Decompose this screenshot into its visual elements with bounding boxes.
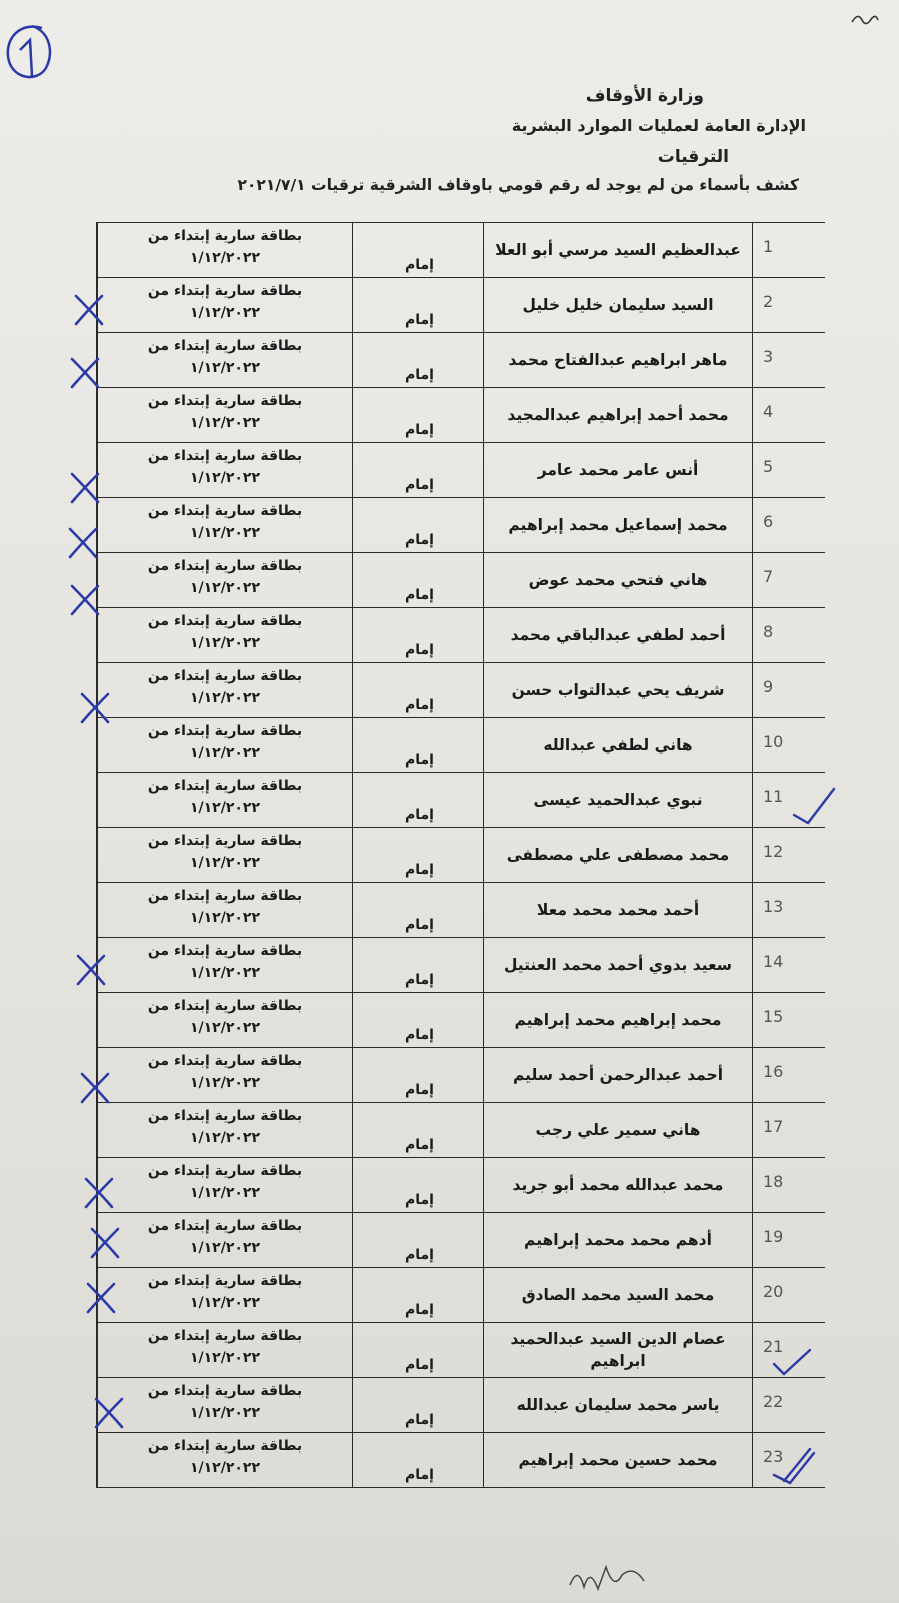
card-validity-note	[98, 883, 352, 937]
row-number: 7	[763, 567, 774, 586]
job-title: إمام	[352, 883, 483, 937]
row-number: 6	[763, 512, 774, 531]
card-validity-note	[98, 223, 352, 277]
job-title: إمام	[352, 223, 483, 277]
row-number: 10	[763, 732, 784, 751]
row-number: 14	[763, 952, 784, 971]
row-number: 5	[763, 457, 774, 476]
note-line-1: بطاقة سارية إبتداء من	[147, 1383, 303, 1399]
table-row	[98, 938, 825, 993]
card-validity-note	[98, 1213, 352, 1267]
employee-name: أحمد عبدالرحمن أحمد سليم	[483, 1048, 753, 1102]
employee-name: هاني فتحي محمد عوض	[483, 553, 753, 607]
employee-name: محمد السيد محمد الصادق	[483, 1268, 753, 1322]
section-name: الترقيات	[657, 147, 729, 167]
x-mark-icon	[72, 292, 106, 332]
table-row	[98, 498, 825, 553]
table-row	[98, 1048, 825, 1103]
job-title: إمام	[352, 663, 483, 717]
row-number: 11	[763, 787, 784, 806]
note-line-1: بطاقة سارية إبتداء من	[147, 668, 303, 684]
job-title: إمام	[352, 1158, 483, 1212]
card-validity-note	[98, 443, 352, 497]
employees-table	[96, 222, 825, 1488]
row-number: 4	[763, 402, 774, 421]
table-row	[98, 333, 825, 388]
note-date: ١/١٢/٢٠٢٢	[189, 965, 261, 981]
row-number: 21	[763, 1337, 784, 1356]
note-date: ١/١٢/٢٠٢٢	[189, 800, 261, 816]
note-line-1: بطاقة سارية إبتداء من	[147, 1438, 303, 1454]
card-validity-note	[98, 553, 352, 607]
note-line-1: بطاقة سارية إبتداء من	[147, 1163, 303, 1179]
employee-name: عصام الدين السيد عبدالحميد ابراهيم	[483, 1323, 753, 1377]
note-line-1: بطاقة سارية إبتداء من	[147, 228, 303, 244]
table-row	[98, 773, 825, 828]
row-number: 13	[763, 897, 784, 916]
job-title: إمام	[352, 443, 483, 497]
card-validity-note	[98, 663, 352, 717]
note-line-1: بطاقة سارية إبتداء من	[147, 558, 303, 574]
card-validity-note	[98, 333, 352, 387]
department-name: الإدارة العامة لعمليات الموارد البشرية	[511, 116, 806, 135]
x-mark-icon	[78, 690, 112, 730]
x-mark-icon	[88, 1225, 122, 1265]
check-mark-icon	[770, 1340, 820, 1388]
x-mark-icon	[68, 355, 102, 395]
note-line-1: بطاقة سارية إبتداء من	[147, 1218, 303, 1234]
x-mark-icon	[68, 582, 102, 622]
job-title: إمام	[352, 938, 483, 992]
table-row	[98, 828, 825, 883]
table-row	[98, 1268, 825, 1323]
note-date: ١/١٢/٢٠٢٢	[189, 580, 261, 596]
card-validity-note	[98, 938, 352, 992]
note-line-1: بطاقة سارية إبتداء من	[147, 1108, 303, 1124]
employee-name: أدهم محمد محمد إبراهيم	[483, 1213, 753, 1267]
table-row	[98, 553, 825, 608]
employee-name: عبدالعظيم السيد مرسي أبو العلا	[483, 223, 753, 277]
card-validity-note	[98, 773, 352, 827]
card-validity-note	[98, 388, 352, 442]
employee-name: شريف يحي عبدالتواب حسن	[483, 663, 753, 717]
job-title: إمام	[352, 718, 483, 772]
note-date: ١/١٢/٢٠٢٢	[189, 1020, 261, 1036]
card-validity-note	[98, 1323, 352, 1377]
job-title: إمام	[352, 388, 483, 442]
note-date: ١/١٢/٢٠٢٢	[189, 1240, 261, 1256]
note-line-1: بطاقة سارية إبتداء من	[147, 723, 303, 739]
note-line-1: بطاقة سارية إبتداء من	[147, 613, 303, 629]
employee-name: ماهر ابراهيم عبدالفتاح محمد	[483, 333, 753, 387]
employee-name: أنس عامر محمد عامر	[483, 443, 753, 497]
note-line-1: بطاقة سارية إبتداء من	[147, 393, 303, 409]
job-title: إمام	[352, 993, 483, 1047]
employee-name: محمد عبدالله محمد أبو جريد	[483, 1158, 753, 1212]
ministry-name: وزارة الأوقاف	[585, 86, 704, 106]
row-number: 2	[763, 292, 774, 311]
row-number: 9	[763, 677, 774, 696]
job-title: إمام	[352, 333, 483, 387]
card-validity-note	[98, 828, 352, 882]
job-title: إمام	[352, 828, 483, 882]
card-validity-note	[98, 278, 352, 332]
row-number: 23	[763, 1447, 784, 1466]
job-title: إمام	[352, 1048, 483, 1102]
note-line-1: بطاقة سارية إبتداء من	[147, 1053, 303, 1069]
x-mark-icon	[78, 1070, 112, 1110]
x-mark-icon	[82, 1175, 116, 1215]
row-number: 1	[763, 237, 774, 256]
check-mark-icon	[770, 1445, 820, 1493]
card-validity-note	[98, 1103, 352, 1157]
employee-name: أحمد لطفي عبدالباقي محمد	[483, 608, 753, 662]
card-validity-note	[98, 608, 352, 662]
job-title: إمام	[352, 498, 483, 552]
employee-name: محمد إبراهيم محمد إبراهيم	[483, 993, 753, 1047]
card-validity-note	[98, 718, 352, 772]
sheet-title: كشف بأسماء من لم يوجد له رقم قومي باوقاف الشرقية ترقيات ٢٠٢١/٧/١	[237, 176, 799, 194]
table-row	[98, 663, 825, 718]
card-validity-note	[98, 993, 352, 1047]
note-date: ١/١٢/٢٠٢٢	[189, 525, 261, 541]
note-date: ١/١٢/٢٠٢٢	[189, 415, 261, 431]
card-validity-note	[98, 1433, 352, 1487]
x-mark-icon	[74, 952, 108, 992]
job-title: إمام	[352, 1103, 483, 1157]
table-row	[98, 388, 825, 443]
job-title: إمام	[352, 1378, 483, 1432]
corner-scribble-icon	[850, 8, 880, 28]
card-validity-note	[98, 1378, 352, 1432]
table-row	[98, 1378, 825, 1433]
note-line-1: بطاقة سارية إبتداء من	[147, 888, 303, 904]
note-line-1: بطاقة سارية إبتداء من	[147, 943, 303, 959]
row-number: 22	[763, 1392, 784, 1411]
note-date: ١/١٢/٢٠٢٢	[189, 855, 261, 871]
note-date: ١/١٢/٢٠٢٢	[189, 1185, 261, 1201]
row-number: 18	[763, 1172, 784, 1191]
note-date: ١/١٢/٢٠٢٢	[189, 470, 261, 486]
note-line-1: بطاقة سارية إبتداء من	[147, 338, 303, 354]
employee-name: هاني سمير علي رجب	[483, 1103, 753, 1157]
row-number: 17	[763, 1117, 784, 1136]
note-line-1: بطاقة سارية إبتداء من	[147, 448, 303, 464]
row-number: 3	[763, 347, 774, 366]
row-number: 16	[763, 1062, 784, 1081]
note-line-1: بطاقة سارية إبتداء من	[147, 503, 303, 519]
employee-name: محمد إسماعيل محمد إبراهيم	[483, 498, 753, 552]
note-date: ١/١٢/٢٠٢٢	[189, 305, 261, 321]
job-title: إمام	[352, 773, 483, 827]
x-mark-icon	[84, 1280, 118, 1320]
note-date: ١/١٢/٢٠٢٢	[189, 250, 261, 266]
note-line-1: بطاقة سارية إبتداء من	[147, 283, 303, 299]
x-mark-icon	[68, 470, 102, 510]
job-title: إمام	[352, 1323, 483, 1377]
card-validity-note	[98, 498, 352, 552]
table-row	[98, 1213, 825, 1268]
page-number-circle	[2, 18, 52, 90]
note-line-1: بطاقة سارية إبتداء من	[147, 1328, 303, 1344]
employee-name: ياسر محمد سليمان عبدالله	[483, 1378, 753, 1432]
bottom-signature	[560, 1545, 700, 1599]
job-title: إمام	[352, 1268, 483, 1322]
row-number: 20	[763, 1282, 784, 1301]
note-date: ١/١٢/٢٠٢٢	[189, 690, 261, 706]
employee-name: أحمد محمد محمد معلا	[483, 883, 753, 937]
row-number: 12	[763, 842, 784, 861]
table-row	[98, 718, 825, 773]
row-number: 15	[763, 1007, 784, 1026]
employee-name: هاني لطفي عبدالله	[483, 718, 753, 772]
note-date: ١/١٢/٢٠٢٢	[189, 910, 261, 926]
job-title: إمام	[352, 1433, 483, 1487]
employee-name: نبوي عبدالحميد عيسى	[483, 773, 753, 827]
note-line-1: بطاقة سارية إبتداء من	[147, 998, 303, 1014]
note-date: ١/١٢/٢٠٢٢	[189, 745, 261, 761]
row-number: 19	[763, 1227, 784, 1246]
table-row	[98, 1158, 825, 1213]
x-mark-icon	[92, 1395, 126, 1435]
note-date: ١/١٢/٢٠٢٢	[189, 635, 261, 651]
job-title: إمام	[352, 608, 483, 662]
table-row	[98, 278, 825, 333]
employee-name: محمد حسين محمد إبراهيم	[483, 1433, 753, 1487]
table-row	[98, 1103, 825, 1158]
employee-name: السيد سليمان خليل خليل	[483, 278, 753, 332]
x-mark-icon	[66, 525, 100, 565]
row-number: 8	[763, 622, 774, 641]
check-mark-icon	[790, 785, 840, 833]
note-line-1: بطاقة سارية إبتداء من	[147, 1273, 303, 1289]
table-row	[98, 883, 825, 938]
job-title: إمام	[352, 278, 483, 332]
note-date: ١/١٢/٢٠٢٢	[189, 1075, 261, 1091]
job-title: إمام	[352, 553, 483, 607]
card-validity-note	[98, 1268, 352, 1322]
employee-name: سعيد بدوي أحمد محمد العنتيل	[483, 938, 753, 992]
card-validity-note	[98, 1158, 352, 1212]
note-line-1: بطاقة سارية إبتداء من	[147, 778, 303, 794]
card-validity-note	[98, 1048, 352, 1102]
employee-name: محمد أحمد إبراهيم عبدالمجيد	[483, 388, 753, 442]
note-date: ١/١٢/٢٠٢٢	[189, 1405, 261, 1421]
note-date: ١/١٢/٢٠٢٢	[189, 360, 261, 376]
table-row	[98, 608, 825, 663]
employee-name: محمد مصطفى علي مصطفى	[483, 828, 753, 882]
job-title: إمام	[352, 1213, 483, 1267]
table-row	[98, 993, 825, 1048]
table-row	[98, 443, 825, 498]
table-row	[98, 222, 825, 278]
note-date: ١/١٢/٢٠٢٢	[189, 1130, 261, 1146]
note-date: ١/١٢/٢٠٢٢	[189, 1460, 261, 1476]
note-date: ١/١٢/٢٠٢٢	[189, 1295, 261, 1311]
note-date: ١/١٢/٢٠٢٢	[189, 1350, 261, 1366]
table-row	[98, 1433, 825, 1488]
table-row	[98, 1323, 825, 1378]
note-line-1: بطاقة سارية إبتداء من	[147, 833, 303, 849]
